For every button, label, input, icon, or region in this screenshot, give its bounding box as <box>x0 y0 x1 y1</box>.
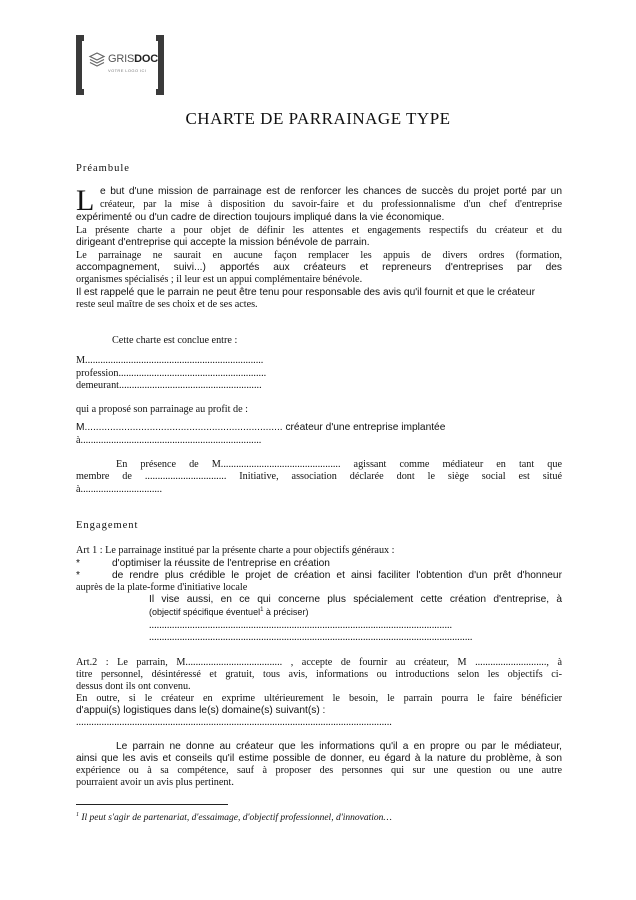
creator-line: M...................................................................... créateur d'une entreprise implantée <box>76 422 446 433</box>
proposed-text: qui a proposé son parrainage au profit de : <box>76 404 248 415</box>
logo-wordmark: GRISDOC <box>108 53 158 65</box>
art1-specific-2: (objectif spécifique éventuel$^1$ à préciser) <box>149 607 309 617</box>
art1-objective-1: d'optimiser la réussite de l'entreprise en création <box>112 558 330 569</box>
party-name-field: M...................................................................... <box>76 355 264 366</box>
logo-bracket-left <box>76 35 84 95</box>
art2-line-6: ............................................................................................................................ <box>76 717 392 728</box>
creator-place-field: à....................................................................... <box>76 435 262 446</box>
party-address-field: demeurant........................................................ <box>76 380 262 391</box>
art1-dots-1: ....................................................................................................................... <box>149 620 453 631</box>
preambule-line-10: reste seul maître de ses choix et de ses actes. <box>76 299 258 310</box>
preambule-line-9: Il est rappelé que le parrain ne peut être tenu pour responsable des avis qu'il fournit et que le créateur <box>76 287 535 298</box>
mediator-line-3: à................................ <box>76 484 163 495</box>
closing-line-2: ainsi que les avis et conseils qu'il estime possible de donner, eu égard à la nature du problème, à son <box>76 753 562 764</box>
preambule-line-7: accompagnement, suivi...) apportés aux créateurs et repreneurs d'entreprises par des <box>76 262 562 273</box>
preambule-line-2: créateur, par la mise à disposition du savoir-faire et du professionnalisme d'un chef d'entreprise <box>100 199 562 210</box>
document-title: CHARTE DE PARRAINAGE TYPE <box>185 109 451 128</box>
art2-line-5: d'appui(s) logistiques dans le(s) domaine(s) suivant(s) : <box>76 705 326 716</box>
logo-bracket-right <box>156 35 164 95</box>
preambule-line-5: dirigeant d'entreprise qui accepte la mission bénévole de parrain. <box>76 237 370 248</box>
party-profession-field: profession.......................................................... <box>76 368 267 379</box>
preambule-line-8: organismes spécialisés ; il leur est un appui complémentaire bénévole. <box>76 274 363 285</box>
mediator-line-1: En présence de M............................................... agissant comme médiateur en tant que <box>116 459 562 470</box>
preambule-dropcap: L <box>76 184 95 217</box>
art1-bullet-1: * <box>76 558 80 569</box>
charter-intro: Cette charte est conclue entre : <box>112 335 238 346</box>
art2-line-2: titre personnel, désintéressé et gratuit, tous avis, informations ou introductions selon les objectifs ci- <box>76 669 562 680</box>
preambule-line-3: expérimenté ou d'un cadre de direction toujours impliqué dans la vie économique. <box>76 212 445 223</box>
art1-intro: Art 1 : Le parrainage institué par la présente charte a pour objectifs généraux : <box>76 545 395 556</box>
preambule-line-4: La présente charte a pour objet de définir les attentes et engagements respectifs du créateur et du <box>76 225 562 236</box>
engagement-heading: Engagement <box>76 520 139 531</box>
mediator-line-2: membre de ................................ Initiative, association déclarée dont le siège social est situé <box>76 471 562 482</box>
footnote: $^1$ Il peut s'agir de partenariat, d'essaimage, d'objectif professionnel, d'innovation… <box>76 811 392 823</box>
logo-stack-icon <box>88 51 106 69</box>
footnote-separator <box>76 804 228 805</box>
art1-bullet-2: * <box>76 570 80 581</box>
art1-objective-2: de rendre plus crédible le projet de création et ainsi faciliter l'obtention d'un prêt d'honneur <box>112 570 562 581</box>
preambule-line-6: Le parrainage ne saurait en aucune façon remplacer les appuis de divers ordres (formation, <box>76 250 562 261</box>
preambule-line-1: e but d'une mission de parrainage est de renforcer les chances de succès du projet porté par un <box>100 186 562 197</box>
closing-line-1: Le parrain ne donne au créateur que les informations qu'il a en propre ou par le médiateur, <box>116 741 562 752</box>
closing-line-3: expérience ou à sa compétence, sauf à proposer des personnes qui sur une question ou une autre <box>76 765 562 776</box>
art2-line-3: dessus dont ils ont convenu. <box>76 681 191 692</box>
art2-line-1: Art.2 : Le parrain, M...................................... , accepte de fournir au créateur, M ............................, à <box>76 657 562 668</box>
art2-line-4: En outre, si le créateur en exprime ultérieurement le besoin, le parrain pourra le faire bénéficier <box>76 693 562 704</box>
closing-line-4: pourraient avoir un avis plus pertinent. <box>76 777 234 788</box>
art1-dots-2: ............................................................................................................................... <box>149 632 473 643</box>
art1-objective-2-cont: auprès de la plate-forme d'initiative locale <box>76 582 248 593</box>
company-logo <box>76 35 164 95</box>
logo-tagline: VOTRE LOGO ICI <box>108 68 147 73</box>
art1-specific-1: Il vise aussi, en ce qui concerne plus spécialement cette création d'entreprise, à <box>149 594 562 605</box>
preambule-heading: Préambule <box>76 163 130 174</box>
